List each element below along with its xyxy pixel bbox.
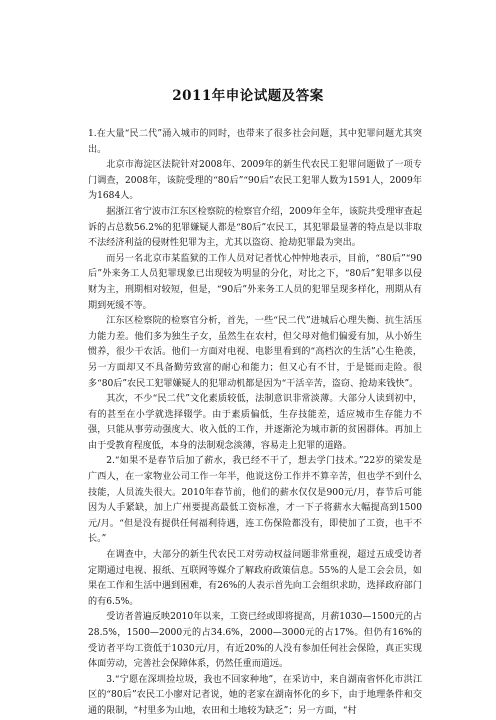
- paragraph: 据浙江省宁波市江东区检察院的检察官介绍，2009年全年，该院共受理审查起诉的占总数56.2%的犯罪嫌疑人都是“80后”农民工，其犯罪最显著的特点是以非取不法经济利益的侵财性犯罪为主，尤其以盗窃、抢劫犯罪最为突出。: [88, 206, 422, 249]
- paragraph: 北京市海淀区法院针对2008年、2009年的新生代农民工犯罪问题做了一项专门调查，2008年，该院受理的“80后”“90后”农民工犯罪人数为1591人，2009年为1684人。: [88, 160, 422, 202]
- paragraph: 2.“如果不是春节后加了薪水，我已经不干了，想去学门技术。”22岁的梁发是广西人，在一家物业公司工作一年半，他说这份工作并不算辛苦，但也学不到什么技能，人员流失很大。2010年春节前，他们的薪水仅仅是900元/月，春节后可能因为人手紧缺，加上广州要提高最低工资标准，才一下子将薪水大幅提高到1500元/月。“但是没有提供任何福利待遇，连工伤保险都没有，即使加了工资，也干不长。”: [88, 456, 422, 545]
- document-body: [88, 127, 422, 720]
- paragraph: 1.在大量“民二代”涌入城市的同时，也带来了很多社会问题，其中犯罪问题尤其突出。: [88, 129, 422, 155]
- paragraph: 3.“宁愿在深圳捡垃圾，我也不回家种地”，在采访中，来自湖南省怀化市洪江区的“80后”农民工小廖对记者说，她的老家在湖南怀化的乡下，由于地理条件和交通的限制，“村里多为山地，农田和土地较为缺乏”；另一方面，“村: [88, 674, 422, 716]
- document-title: 2011年申论试题及答案: [172, 88, 324, 104]
- paragraph: 江东区检察院的检察官分析，首先，一些“民二代”进城后心理失衡、抗生活压力能力差。他们多为独生子女，虽然生在农村，但父母对他们偏爱有加，从小娇生惯养，很少干农活。他们一方面对电视、电影里看到的“高档次的生活”心生艳羡，另一方面却又不具备勤劳致富的耐心和能力；但又心有不甘，于是铤而走险。很多“80后”农民工犯罪嫌疑人的犯罪动机都是因为“干活辛苦，盗窃、抢劫来钱快”。: [88, 316, 422, 389]
- paragraph: 受访者普遍反映2010年以来，工资已经或即将提高，月薪1030—1500元的占28.5%，1500—2000元的占34.6%，2000—3000元的占17%。但仍有16%的受访者平均工资低于1030元/月，有近20%的人没有参加任何社会保险，真正实现体面劳动，完善社会保障体系，仍然任重而道远。: [88, 612, 422, 670]
- paragraph: 其次，不少“民二代”文化素质较低，法制意识非常淡薄。大部分人读到初中，有的甚至在小学就选择辍学。由于素质偏低，生存技能差，适应城市生存能力不强，只能从事劳动强度大、收入低的工作，并逐渐沦为城市新的贫困群体。再加上由于受教育程度低，本身的法制观念淡薄，容易走上犯罪的道路。: [88, 394, 422, 451]
- paragraph: 而另一名北京市某监狱的工作人员对记者忧心忡忡地表示，目前，“80后”“90后”外来务工人员犯罪现象已出现较为明显的分化，对比之下，“80后”犯罪多以侵财为主，刑期相对较短，但是，“90后”外来务工人员的犯罪呈现多样化，刑期从有期到死缓不等。: [88, 253, 422, 311]
- paragraph: 在调查中，大部分的新生代农民工对劳动权益问题非常重视，超过五成受访者定期通过电视、报纸、互联网等媒介了解政府政策信息。55%的人是工会会员，如果在工作和生活中遇到困难，有26%的人表示首先向工会组织求助，选择政府部门的有6.5%。: [88, 550, 422, 607]
